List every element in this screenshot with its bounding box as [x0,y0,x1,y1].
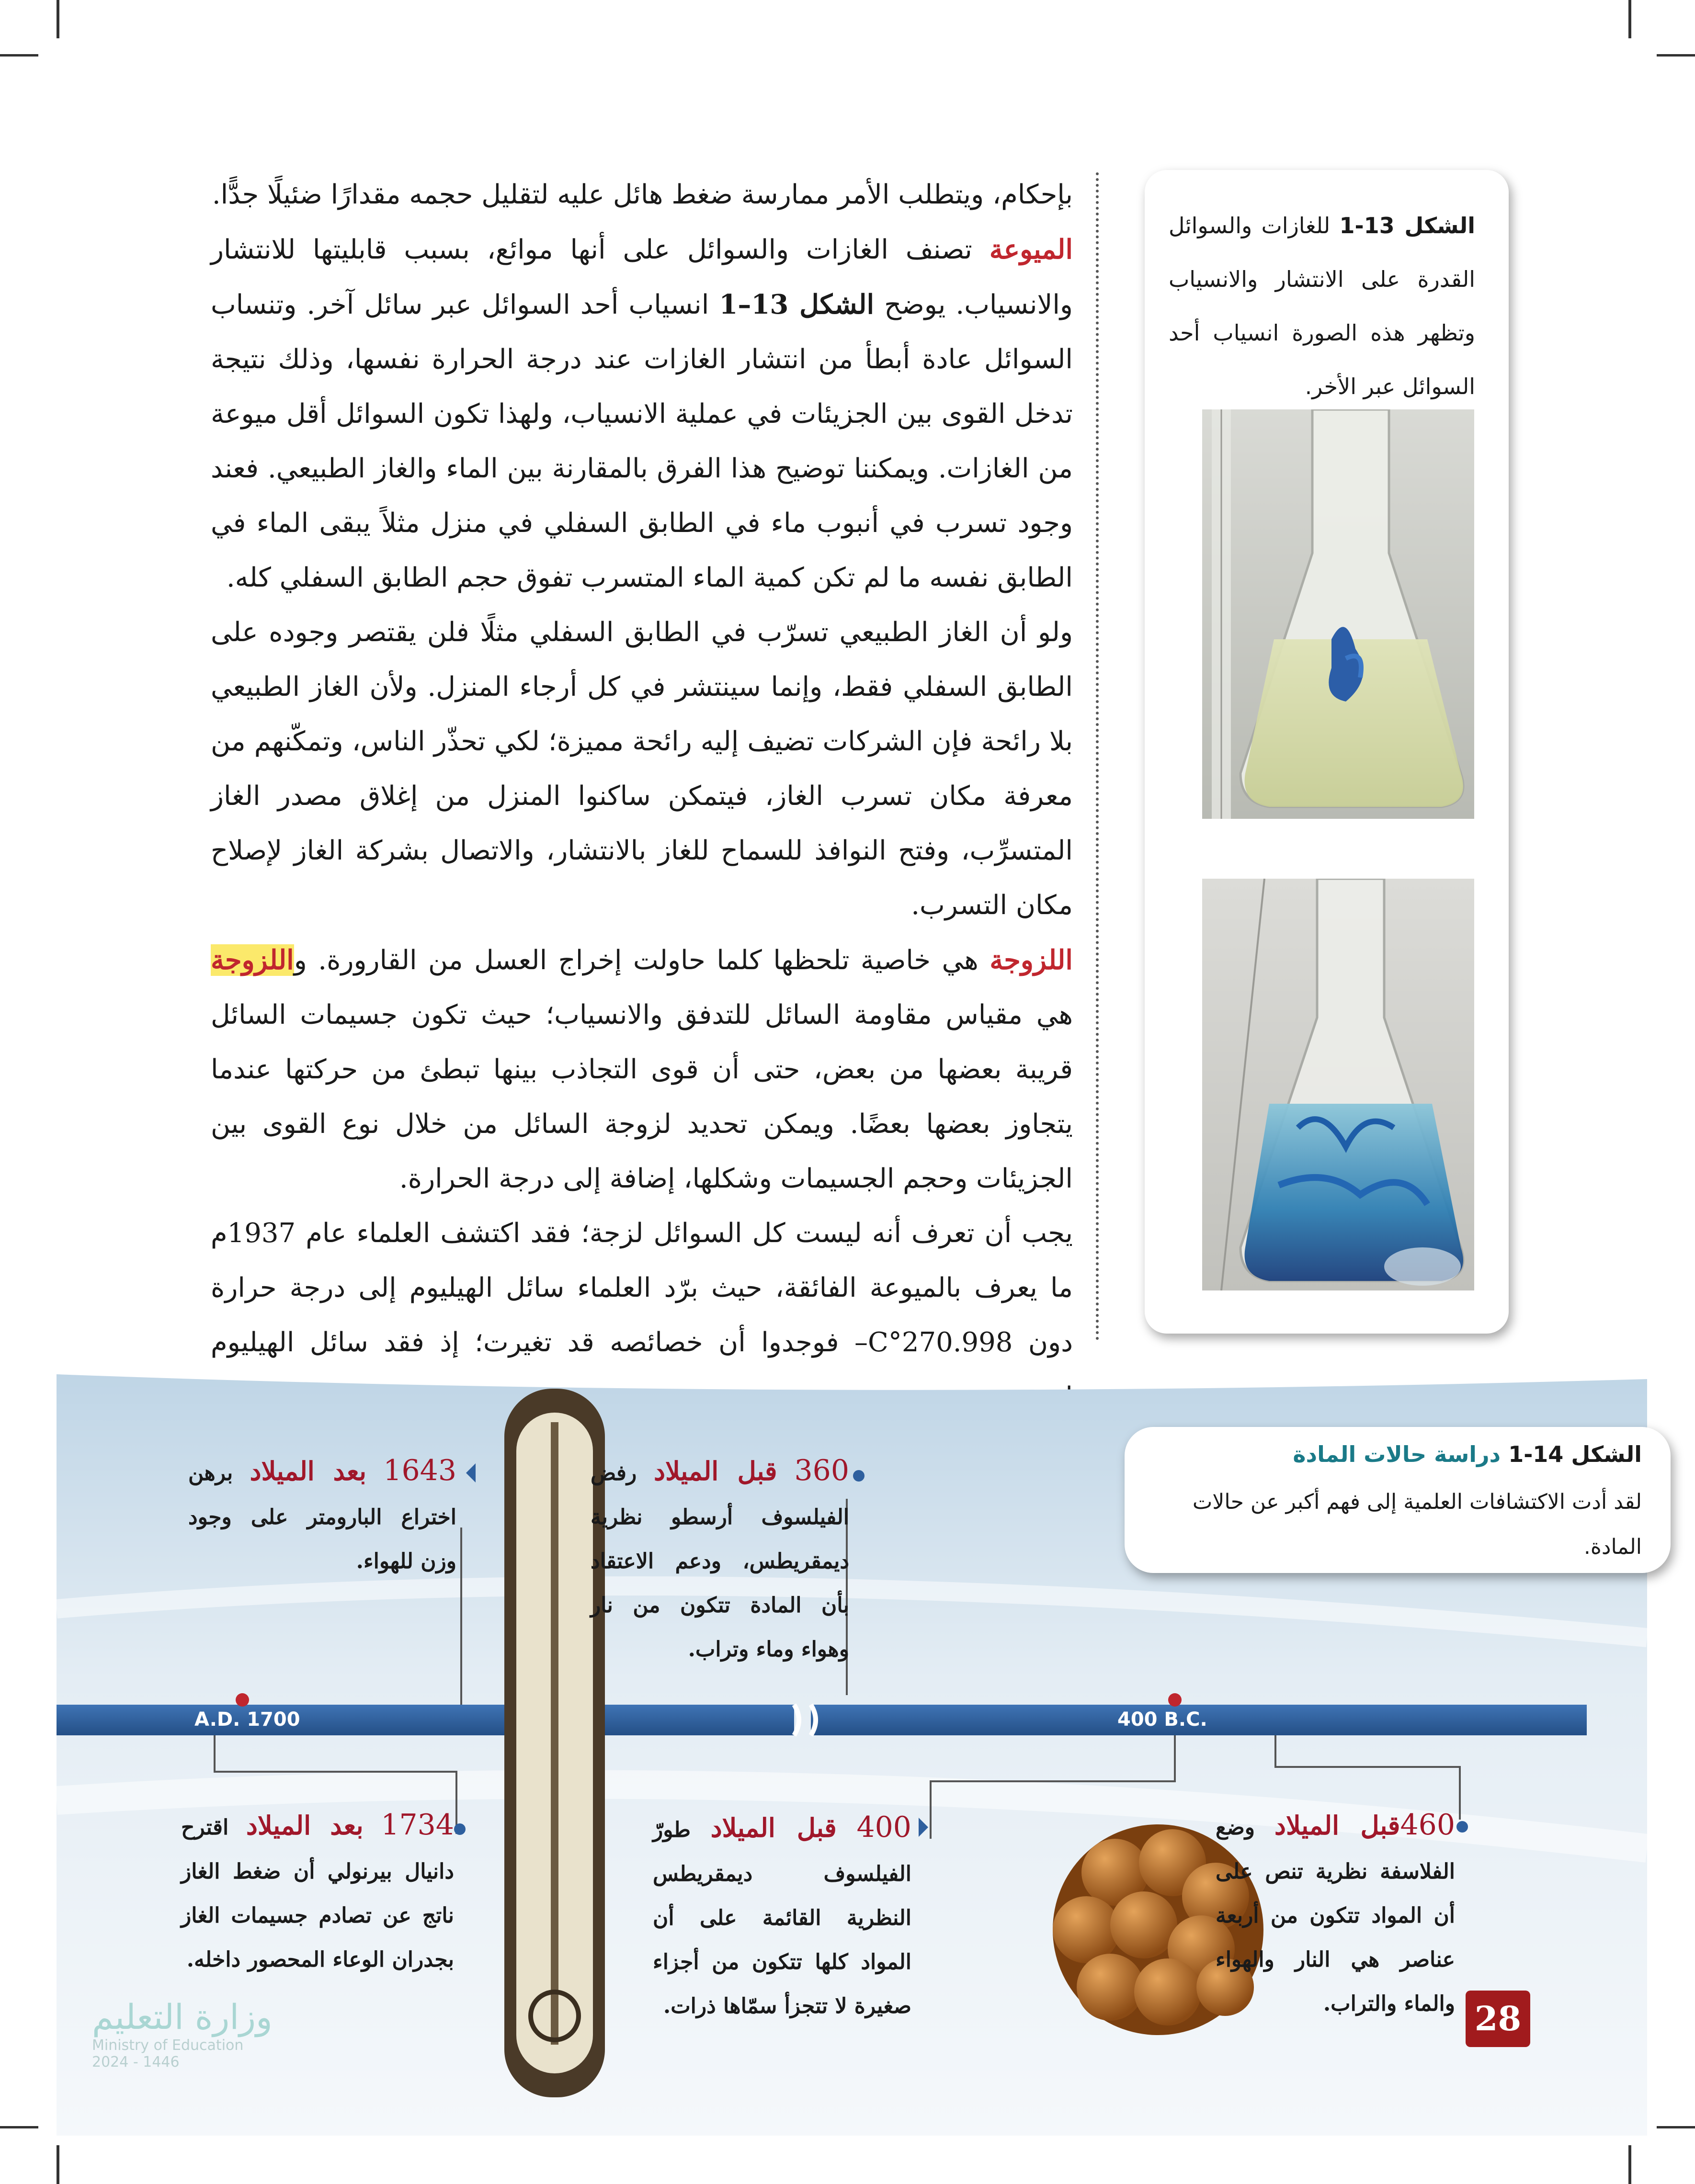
term-fluidity: الميوعة [989,234,1073,265]
event-360bc [591,1448,849,1672]
event-1734-era: بعد الميلاد [246,1810,364,1841]
paragraph-superfluid: يجب أن تعرف أنه ليست كل السوائل لزجة؛ فقد اكتشف العلماء عام 1937م ما يعرف بالميوعة الفائقة، حيث برّد العلماء سائل الهيليوم إلى درجة حرارة دون 270.998°C– فوجدوا أن خصائصه قد تغيرت؛ إذ فقد سائل الهيليوم [211,1218,1073,1358]
figure-13-caption-text: للغازات والسوائل القدرة على الانتشار والانسياب وتظهر هذه الصورة انسياب أحد السوائل عبر الأخر. [1169,213,1475,399]
crop-mark [1657,54,1695,57]
event-360-text: رفض الفيلسوف أرسطو نظرية ديمقريطس، ودعم الاعتقاد بأن المادة تتكون من نار وهواء وماء وتراب. [591,1461,849,1662]
page-number-badge: 28 [1466,1991,1530,2047]
figure-13-label: الشكل 13-1 [1339,213,1475,238]
event-460-year: 460 [1400,1808,1455,1842]
event-460-era: قبل الميلاد [1274,1810,1400,1841]
figure-14-label: الشكل 14-1 [1508,1441,1642,1467]
axis-label-400bc: 400 B.C. [1117,1709,1207,1731]
crop-mark [57,2145,59,2184]
ministry-name-english: Ministry of Education [92,2037,244,2054]
event-360-era: قبل الميلاد [654,1456,777,1486]
flask-photo-after [1202,879,1474,1290]
event-1643-era: بعد الميلاد [250,1456,366,1486]
event-1643-year: 1643 [383,1454,456,1487]
viscosity-text-a: هي خاصية تلحظها كلما حاولت إخراج العسل من القارورة. و [294,945,990,976]
paragraph-fluidity [211,222,1073,605]
crop-mark [1628,2145,1631,2184]
event-1643 [188,1448,456,1584]
event-1734 [181,1803,454,1982]
figure-13-caption [1169,199,1475,413]
event-400-year: 400 [856,1811,911,1844]
fluidity-text-a: تصنف الغازات والسوائل على أنها موائع، بسبب قابليتها للانتشار والانسياب. يوضح [211,234,1073,320]
crop-mark [1657,2126,1695,2128]
figure-ref-13[interactable]: الشكل 13–1 [719,289,875,320]
ministry-name-arabic: وزارة التعليم [92,1997,273,2037]
event-400-text: طورّ الفيلسوف ديمقريطس النظرية القائمة على أن المواد كلها تتكون من أجزاء صغيرة لا تتجزأ سمّاها ذرات. [653,1818,911,2018]
column-divider [1096,172,1099,1341]
crop-mark [0,2126,38,2128]
main-text-column [211,168,1073,1425]
event-400-era: قبل الميلاد [710,1812,837,1843]
figure-13-card [1145,170,1509,1334]
flask-illustration-1 [1202,409,1474,819]
axis-label-1700: A.D. 1700 [194,1709,300,1731]
flask-photo-before [1202,409,1474,819]
event-360-year: 360 [794,1454,849,1487]
ministry-logo [92,1997,273,2071]
crop-mark [57,0,59,38]
crop-mark [0,54,38,57]
paragraph-viscosity [211,933,1073,1206]
paragraph-gas-leak: ولو أن الغاز الطبيعي تسرّب في الطابق السفلي مثلًا فلن يقتصر وجوده على الطابق السفلي فقط، وإنما سينتشر في كل أرجاء المنزل. ولأن الغاز الطبيعي بلا رائحة فإن الشركات تضيف إليه رائحة مميزة؛ لكي تحذّر الناس، وتمكّنهم من معرفة مكان تسرب الغاز، فيتمكن ساكنوا المنزل من إغلاق مصدر الغاز المتسرِّب، وفتح النوافذ للسماح للغاز بالانتشار، والاتصال بشركة الغاز لإصلاح مكان التسرب. [211,617,1073,921]
viscosity-text-b: هي مقياس مقاومة السائل للتدفق والانسياب؛ حيث تكون جسيمات السائل قريبة بعضها من بعض، حتى أن قوى التجاذب بينها تبطئ من حركتها عندما يتجاوز بعضها بعضًا. ويمكن تحديد لزوجة السائل من خلال نوع القوى بين الجزيئات وحجم الجسيمات وشكلها، إضافة إلى درجة الحرارة. [211,999,1073,1194]
event-460bc [1216,1803,1455,2026]
event-1734-text: اقترح دانيال بيرنولي أن ضغط الغاز ناتج عن تصادم جسيمات الغاز بجدران الوعاء المحصور داخله. [181,1815,454,1972]
fluidity-text-b: انسياب أحد السوائل عبر سائل آخر. وتنساب السوائل عادة أبطأ من انتشار الغازات عند درجة الحرارة نفسها، وذلك نتيجة تدخل القوى بين الجزيئات في عملية الانسياب، ولهذا تكون السوائل أقل ميوعة من الغازات. ويمكننا توضيح هذا الفرق بالمقارنة بين الماء والغاز الطبيعي. فعند وجود تسرب في أنبوب ماء في الطابق السفلي في منزل مثلاً يبقى الماء في الطابق نفسه ما لم تكن كمية الماء المتسرب تفوق حجم الطابق السفلي كله. [211,289,1073,593]
crop-mark [1628,0,1631,38]
figure-14-title [1293,1441,1642,1467]
paragraph-continuation: بإحكام، ويتطلب الأمر ممارسة ضغط هائل عليه لتقليل حجمه مقدارًا ضئيلًا جدًّا. [212,179,1073,210]
ministry-year: 2024 - 1446 [92,2054,180,2071]
figure-14-card [1125,1427,1671,1573]
event-1734-year: 1734 [381,1808,454,1842]
figure-14-description: لقد أدت الاكتشافات العلمية إلى فهم أكبر عن حالات المادة. [1192,1490,1642,1559]
term-viscosity: اللزوجة [990,944,1073,976]
event-1643-text: برهن اختراع البارومتر على وجود وزن للهواء. [188,1461,456,1573]
flask-illustration-2 [1202,879,1474,1290]
event-460-text: وضع الفلاسفة نظرية تنص على أن المواد تتكون من أربعة عناصر هي النار والهواء والماء والتراب. [1216,1815,1455,2016]
figure-14-heading: دراسة حالات المادة [1293,1441,1501,1467]
event-400bc [653,1805,911,2028]
term-viscosity-highlighted: اللزوجة [211,944,294,976]
